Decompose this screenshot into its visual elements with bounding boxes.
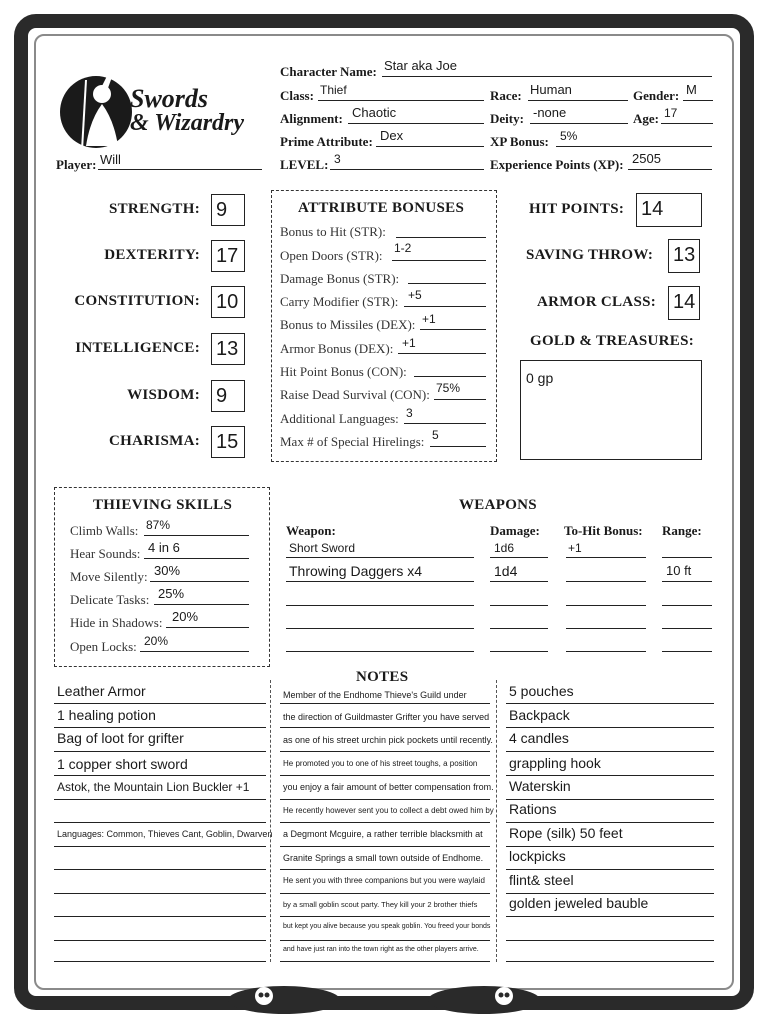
note-line[interactable]: you enjoy a fair amount of better compensation from.	[283, 782, 494, 792]
hit-point-bonus-label: Hit Point Bonus (CON):	[280, 364, 407, 379]
damage-header: Damage:	[490, 523, 540, 538]
hear-sounds-label: Hear Sounds:	[70, 546, 141, 561]
list-item-line	[506, 940, 714, 941]
level-line	[330, 169, 484, 170]
class-value[interactable]: Thief	[320, 83, 347, 97]
open-locks-line	[140, 651, 249, 652]
attribute-bonuses-title: ATTRIBUTE BONUSES	[298, 200, 465, 216]
to-hit-line	[566, 628, 646, 629]
bonus-to-hit-line	[396, 237, 486, 238]
list-item[interactable]: 5 pouches	[509, 683, 574, 699]
damage-line	[490, 581, 548, 582]
list-item-line	[54, 869, 266, 870]
gender-value[interactable]: M	[686, 82, 697, 97]
race-value[interactable]: Human	[530, 82, 572, 97]
dexterity-label: DEXTERITY:	[104, 247, 200, 263]
raise-dead-label: Raise Dead Survival (CON):	[280, 387, 430, 402]
list-item-line	[54, 940, 266, 941]
list-item-line	[54, 846, 266, 847]
armor-bonus-line	[398, 353, 486, 354]
saving-throw-box[interactable]: 13	[668, 239, 700, 273]
damage-bonus-label: Damage Bonus (STR):	[280, 271, 400, 286]
strength-box[interactable]: 9	[211, 194, 245, 226]
list-item-line	[506, 703, 714, 704]
weapon-line	[286, 651, 474, 652]
carry-modifier-label: Carry Modifier (STR):	[280, 294, 399, 309]
hit-point-bonus-line	[414, 376, 486, 377]
note-line[interactable]: by a small goblin scout party. They kill your 2 brother thiefs	[283, 900, 478, 909]
alignment-label: Alignment:	[280, 111, 343, 126]
list-item-line	[506, 822, 714, 823]
additional-languages-line	[404, 423, 486, 424]
note-line[interactable]: He promoted you to one of his street toughs, a position	[283, 759, 478, 768]
list-item[interactable]: lockpicks	[509, 848, 566, 864]
player-value[interactable]: Will	[100, 152, 121, 167]
list-item-line	[506, 916, 714, 917]
to-hit-line	[566, 605, 646, 606]
weapon-line	[286, 605, 474, 606]
age-label: Age:	[633, 111, 659, 126]
list-item-line	[54, 822, 266, 823]
to-hit-line	[566, 557, 646, 558]
charisma-box[interactable]: 15	[211, 426, 245, 458]
list-item-line	[506, 799, 714, 800]
gender-label: Gender:	[633, 88, 680, 103]
wisdom-label: WISDOM:	[127, 387, 200, 403]
hide-in-shadows-value[interactable]: 20%	[172, 609, 199, 624]
list-item-line	[54, 893, 266, 894]
list-item[interactable]: grappling hook	[509, 755, 601, 771]
constitution-label: CONSTITUTION:	[74, 293, 200, 309]
hear-sounds-value[interactable]: 4 in 6	[148, 540, 180, 555]
note-rule	[280, 869, 490, 870]
note-rule	[280, 727, 490, 728]
character-name-label: Character Name:	[280, 64, 377, 79]
list-item-line	[54, 751, 266, 752]
damage-line	[490, 557, 548, 558]
special-hirelings-label: Max # of Special Hirelings:	[280, 434, 425, 449]
open-doors-label: Open Doors (STR):	[280, 248, 383, 263]
range-line	[662, 651, 712, 652]
age-value[interactable]: 17	[664, 106, 678, 120]
list-item[interactable]: flint& steel	[509, 872, 574, 888]
list-item[interactable]: Rations	[509, 801, 557, 817]
list-item-line	[506, 961, 714, 962]
note-line[interactable]: Granite Springs a small town outside of Endhome.	[283, 853, 484, 863]
list-item-line	[54, 775, 266, 776]
weapon-name: Throwing Daggers x4	[289, 563, 423, 579]
class-label: Class:	[280, 88, 314, 103]
delicate-tasks-line	[154, 604, 249, 605]
special-hirelings-value[interactable]: 5	[432, 428, 439, 442]
gold-treasures-value: 0 gp	[526, 370, 554, 386]
damage-bonus-line	[408, 283, 486, 284]
open-locks-value[interactable]: 20%	[144, 634, 169, 648]
intelligence-box[interactable]: 13	[211, 333, 245, 365]
raise-dead-line	[434, 399, 486, 400]
note-rule	[280, 961, 490, 962]
range-line	[662, 605, 712, 606]
armor-bonus-label: Armor Bonus (DEX):	[280, 341, 394, 356]
weapon-damage: 1d4	[494, 563, 518, 579]
delicate-tasks-label: Delicate Tasks:	[70, 592, 150, 607]
note-rule	[280, 940, 490, 941]
hide-in-shadows-line	[166, 627, 249, 628]
list-item-line	[506, 751, 714, 752]
armor-bonus-value[interactable]: +1	[402, 336, 416, 350]
character-name-value[interactable]: Star aka Joe	[384, 58, 457, 73]
raise-dead-value[interactable]: 75%	[436, 381, 461, 395]
prime-attribute-label: Prime Attribute:	[280, 134, 373, 149]
skull-ornament-icon	[424, 978, 544, 1018]
note-line[interactable]: as one of his street urchin pick pockets until recently.	[283, 735, 493, 745]
list-item[interactable]: Backpack	[509, 707, 570, 723]
additional-languages-value[interactable]: 3	[406, 406, 413, 420]
note-line[interactable]: and have just ran into the town right as the other players arrive.	[283, 946, 479, 953]
to-hit-line	[566, 581, 646, 582]
constitution-box[interactable]: 10	[211, 286, 245, 318]
deity-label: Deity:	[490, 111, 524, 126]
wizard-silhouette-icon	[56, 60, 136, 156]
prime-attribute-value[interactable]: Dex	[380, 128, 404, 143]
damage-line	[490, 605, 548, 606]
open-doors-value[interactable]: 1-2	[394, 241, 412, 255]
note-line[interactable]: He sent you with three companions but you were waylaid	[283, 876, 485, 885]
gold-treasures-label: GOLD & TREASURES:	[530, 333, 695, 349]
climb-walls-label: Climb Walls:	[70, 523, 139, 538]
list-item[interactable]: 1 healing potion	[57, 707, 156, 723]
range-line	[662, 557, 712, 558]
level-value[interactable]: 3	[334, 152, 341, 166]
weapon-line	[286, 581, 474, 582]
notes-title: NOTES	[356, 669, 409, 685]
thieving-skills-title: THIEVING SKILLS	[93, 497, 233, 513]
player-line	[98, 169, 262, 170]
note-rule	[280, 703, 490, 704]
age-line	[661, 123, 713, 124]
list-item-line	[54, 727, 266, 728]
move-silently-value[interactable]: 30%	[154, 563, 181, 578]
special-hirelings-line	[430, 446, 486, 447]
hear-sounds-line	[144, 558, 249, 559]
strength-label: STRENGTH:	[108, 201, 200, 217]
list-item[interactable]: Astok, the Mountain Lion Buckler +1	[57, 780, 250, 794]
weapons-title: WEAPONS	[459, 497, 537, 513]
bonus-to-missiles-value[interactable]: +1	[422, 312, 436, 326]
list-item-line	[506, 869, 714, 870]
dexterity-box[interactable]: 17	[211, 240, 245, 272]
list-item-line	[506, 775, 714, 776]
class-line	[318, 100, 484, 101]
column-divider-right	[496, 680, 497, 962]
bonus-to-hit-label: Bonus to Hit (STR):	[280, 224, 386, 239]
carry-modifier-value[interactable]: +5	[408, 288, 422, 302]
character-name-line	[382, 76, 712, 77]
damage-line	[490, 651, 548, 652]
race-line	[528, 100, 628, 101]
gold-treasures-box[interactable]	[520, 360, 702, 460]
list-item-line	[54, 961, 266, 962]
list-item-line	[54, 916, 266, 917]
list-item[interactable]: Waterskin	[509, 778, 571, 794]
bonus-to-missiles-line	[420, 329, 486, 330]
deity-value[interactable]: -none	[533, 105, 567, 120]
move-silently-line	[150, 581, 249, 582]
climb-walls-value[interactable]: 87%	[146, 518, 171, 532]
range-header: Range:	[662, 523, 702, 538]
deity-line	[530, 123, 628, 124]
gender-line	[683, 100, 713, 101]
note-rule	[280, 846, 490, 847]
move-silently-label: Move Silently:	[70, 569, 148, 584]
list-item[interactable]: 1 copper short sword	[57, 756, 188, 772]
weapon-to-hit: +1	[568, 541, 582, 555]
intelligence-label: INTELLIGENCE:	[75, 340, 200, 356]
list-item[interactable]: 4 candles	[509, 730, 569, 746]
armor-class-box[interactable]: 14	[668, 286, 700, 320]
charisma-label: CHARISMA:	[108, 433, 200, 449]
note-line[interactable]: but kept you alive because you speak goblin. You freed your bonds	[283, 923, 491, 930]
hit-points-label: HIT POINTS:	[529, 201, 625, 217]
weapon-line	[286, 557, 474, 558]
list-item-line	[506, 846, 714, 847]
bonus-to-missiles-label: Bonus to Missiles (DEX):	[280, 317, 416, 332]
list-item[interactable]: Languages: Common, Thieves Cant, Goblin, Dwarven	[57, 829, 273, 839]
hit-points-box[interactable]: 14	[636, 193, 702, 227]
hide-in-shadows-label: Hide in Shadows:	[70, 615, 163, 630]
level-label: LEVEL:	[280, 157, 329, 172]
xp-bonus-value[interactable]: 5%	[560, 129, 578, 143]
xp-bonus-label: XP Bonus:	[490, 134, 549, 149]
player-label: Player:	[56, 157, 97, 172]
open-doors-line	[392, 260, 486, 261]
logo-word-wizardry: & Wizardry	[130, 110, 245, 136]
list-item[interactable]: Leather Armor	[57, 683, 146, 699]
xp-bonus-line	[556, 146, 712, 147]
alignment-line	[348, 123, 484, 124]
weapon-header: Weapon:	[286, 523, 336, 538]
note-rule	[280, 799, 490, 800]
list-item-line	[506, 727, 714, 728]
list-item[interactable]: Rope (silk) 50 feet	[509, 825, 623, 841]
logo-word-swords: Swords	[130, 84, 209, 113]
list-item[interactable]: golden jeweled bauble	[509, 895, 649, 911]
alignment-value[interactable]: Chaotic	[352, 105, 397, 120]
wisdom-box[interactable]: 9	[211, 380, 245, 412]
list-item[interactable]: Bag of loot for grifter	[57, 730, 184, 746]
weapon-damage: 1d6	[494, 541, 515, 555]
range-line	[662, 581, 712, 582]
climb-walls-line	[144, 535, 249, 536]
list-item-line	[54, 799, 266, 800]
xp-value[interactable]: 2505	[632, 151, 661, 166]
note-rule	[280, 916, 490, 917]
race-label: Race:	[490, 88, 522, 103]
column-divider-left	[270, 680, 271, 962]
open-locks-label: Open Locks:	[70, 639, 137, 654]
weapon-range: 10 ft	[666, 563, 692, 578]
saving-throw-label: SAVING THROW:	[526, 247, 654, 263]
xp-label: Experience Points (XP):	[490, 157, 624, 172]
note-line[interactable]: Member of the Endhome Thieve's Guild under	[283, 690, 467, 700]
note-line[interactable]: the direction of Guildmaster Grifter you have served	[283, 712, 490, 722]
xp-line	[628, 169, 712, 170]
weapon-line	[286, 628, 474, 629]
delicate-tasks-value[interactable]: 25%	[158, 586, 185, 601]
weapon-name: Short Sword	[289, 541, 356, 555]
list-item-line	[54, 703, 266, 704]
note-rule	[280, 822, 490, 823]
additional-languages-label: Additional Languages:	[280, 411, 399, 426]
logo	[56, 60, 266, 156]
note-rule	[280, 893, 490, 894]
to-hit-header: To-Hit Bonus:	[564, 523, 643, 538]
list-item-line	[506, 893, 714, 894]
to-hit-line	[566, 651, 646, 652]
note-line[interactable]: a Degmont Mcguire, a rather terrible blacksmith at	[283, 829, 483, 839]
carry-modifier-line	[404, 306, 486, 307]
armor-class-label: ARMOR CLASS:	[537, 294, 657, 310]
note-line[interactable]: He recently however sent you to collect a debt owed him by	[283, 806, 494, 815]
note-rule	[280, 751, 490, 752]
skull-ornament-icon	[224, 978, 344, 1018]
note-rule	[280, 775, 490, 776]
prime-attribute-line	[376, 146, 484, 147]
damage-line	[490, 628, 548, 629]
range-line	[662, 628, 712, 629]
